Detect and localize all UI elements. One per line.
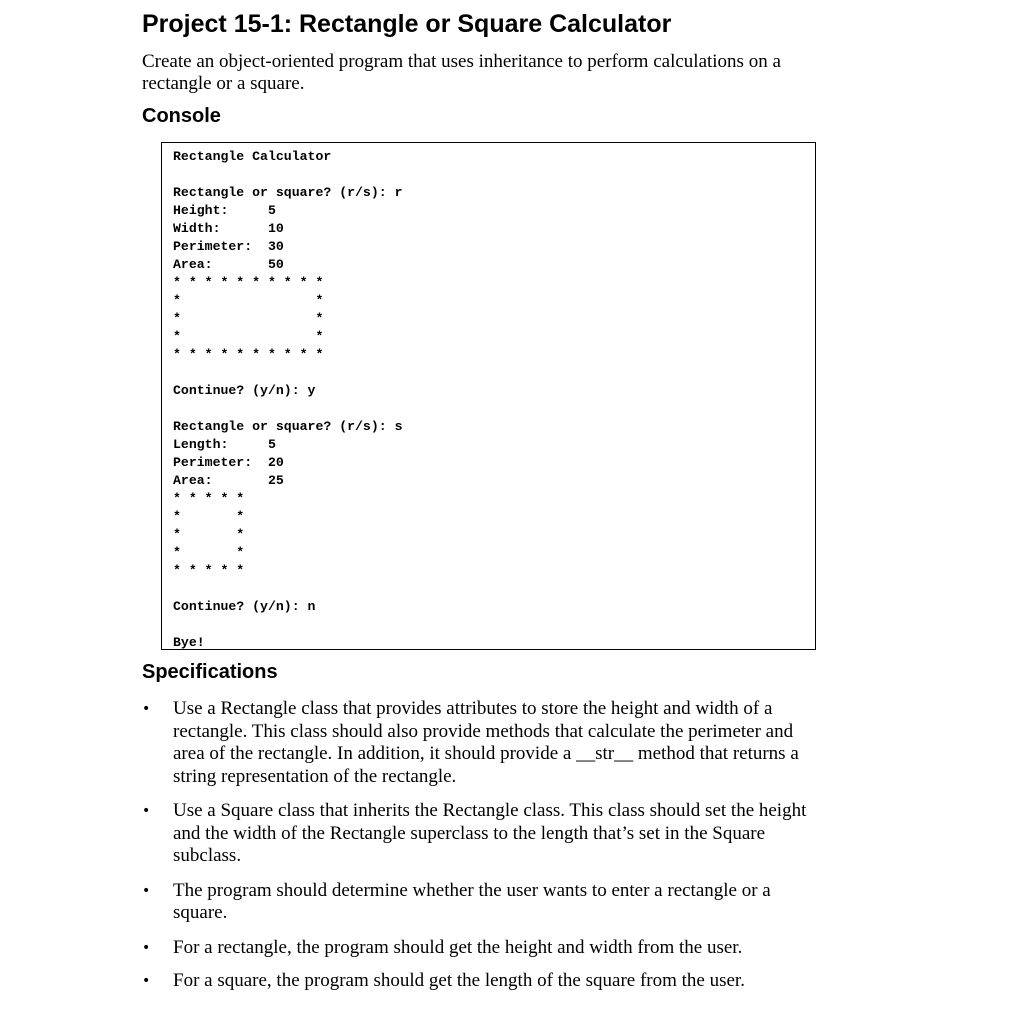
specifications-list xyxy=(142,698,832,993)
specification-item xyxy=(142,698,823,788)
bullet-icon: • xyxy=(142,973,151,989)
console-line: * * xyxy=(173,527,245,542)
specifications-heading: Specifications xyxy=(142,661,278,683)
console-line xyxy=(173,166,815,184)
console-line xyxy=(173,616,815,634)
console-line: Area: 25 xyxy=(173,473,284,488)
console-line xyxy=(173,364,815,382)
console-line xyxy=(173,400,815,418)
console-line: * * * * * xyxy=(173,491,253,506)
specification-text: Use a Rectangle class that provides attributes to store the height and width of a rectangle. This class should also provide methods that calculate the perimeter and area of the rectangle. In addition, it should provide a __str__ method that returns a string representation of the rectangle. xyxy=(173,698,799,787)
console-line: Width: 10 xyxy=(173,221,284,236)
bullet-icon: • xyxy=(142,882,151,899)
console-output-box xyxy=(161,142,816,650)
specification-item xyxy=(142,937,823,960)
console-line: Height: 5 xyxy=(173,203,276,218)
specification-text: For a square, the program should get the length of the square from the user. xyxy=(173,970,745,991)
console-line: Length: 5 xyxy=(173,437,276,452)
console-line: * * xyxy=(173,509,245,524)
bullet-icon: • xyxy=(142,701,151,717)
console-line: * * xyxy=(173,293,324,308)
console-line: * * * * * * * * * * xyxy=(173,347,332,362)
console-line: * * xyxy=(173,545,245,560)
console-line: Perimeter: 30 xyxy=(173,239,284,254)
console-line xyxy=(173,580,815,598)
intro-paragraph: Create an object-oriented program that uses inheritance to perform calculations on a rectangle or a square. xyxy=(142,51,781,94)
bullet-icon: • xyxy=(142,803,151,819)
specification-text: The program should determine whether the user wants to enter a rectangle or a square. xyxy=(173,879,771,923)
document-page xyxy=(142,0,832,1005)
console-heading: Console xyxy=(142,105,221,127)
console-line: Rectangle Calculator xyxy=(173,149,332,164)
console-line: * * * * * xyxy=(173,563,253,578)
specification-item xyxy=(142,970,823,993)
console-line: * * * * * * * * * * xyxy=(173,275,332,290)
console-line: * * xyxy=(173,311,324,326)
specification-text: Use a Square class that inherits the Rectangle class. This class should set the height and the width of the Rectangle superclass to the length that’s set in the Square subclass. xyxy=(173,800,807,866)
console-line: Perimeter: 20 xyxy=(173,455,284,470)
specification-text: For a rectangle, the program should get the height and width from the user. xyxy=(173,936,743,958)
console-line: Rectangle or square? (r/s): r xyxy=(173,185,403,200)
console-line: Area: 50 xyxy=(173,257,284,272)
console-line: Continue? (y/n): n xyxy=(173,599,316,614)
console-line: Rectangle or square? (r/s): s xyxy=(173,419,403,434)
console-line: Bye! xyxy=(173,635,205,650)
console-line: Continue? (y/n): y xyxy=(173,383,316,398)
page-title: Project 15-1: Rectangle or Square Calculator xyxy=(142,10,672,38)
specification-item xyxy=(142,800,823,868)
console-line: * * xyxy=(173,329,324,344)
bullet-icon: • xyxy=(142,939,151,956)
specification-item xyxy=(142,880,823,925)
